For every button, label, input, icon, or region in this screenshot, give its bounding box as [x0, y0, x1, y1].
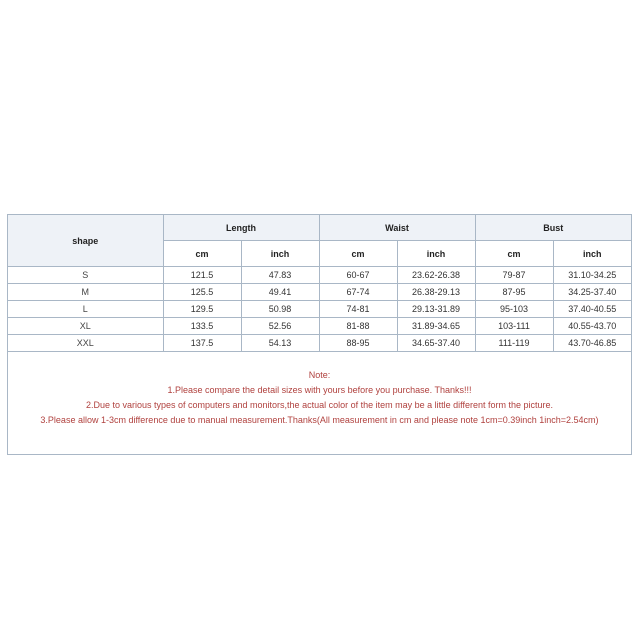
table-cell: 103-111: [475, 318, 553, 335]
table-cell: 34.65-37.40: [397, 335, 475, 352]
table-cell: 121.5: [163, 267, 241, 284]
size-label: L: [8, 301, 163, 318]
table-cell: 79-87: [475, 267, 553, 284]
waist-header: Waist: [319, 215, 475, 241]
table-cell: 31.89-34.65: [397, 318, 475, 335]
table-cell: 133.5: [163, 318, 241, 335]
table-cell: 31.10-34.25: [553, 267, 631, 284]
size-label: XXL: [8, 335, 163, 352]
table-cell: 129.5: [163, 301, 241, 318]
unit-header: cm: [319, 241, 397, 267]
table-row: [8, 267, 631, 284]
table-cell: 54.13: [241, 335, 319, 352]
table-cell: 40.55-43.70: [553, 318, 631, 335]
note-line: 3.Please allow 1-3cm difference due to manual measurement.Thanks(All measurement in cm and please note 1cm=0.39inch 1inch=2.54cm): [40, 415, 599, 425]
bust-header: Bust: [475, 215, 631, 241]
table-row: [8, 301, 631, 318]
table-cell: 26.38-29.13: [397, 284, 475, 301]
unit-header: inch: [397, 241, 475, 267]
table-cell: 23.62-26.38: [397, 267, 475, 284]
table-cell: 95-103: [475, 301, 553, 318]
table-cell: 50.98: [241, 301, 319, 318]
size-chart: [7, 214, 632, 455]
note-line: 1.Please compare the detail sizes with yours before you purchase. Thanks!!!: [167, 385, 472, 395]
unit-header: inch: [553, 241, 631, 267]
table-cell: 37.40-40.55: [553, 301, 631, 318]
size-label: M: [8, 284, 163, 301]
group-header-row: [8, 215, 631, 241]
table-cell: 49.41: [241, 284, 319, 301]
size-table: [8, 215, 631, 352]
table-cell: 60-67: [319, 267, 397, 284]
note-title: Note:: [308, 370, 331, 380]
table-cell: 52.56: [241, 318, 319, 335]
length-header: Length: [163, 215, 319, 241]
shape-header: shape: [8, 215, 163, 267]
table-cell: 88-95: [319, 335, 397, 352]
size-label: XL: [8, 318, 163, 335]
size-label: S: [8, 267, 163, 284]
table-cell: 125.5: [163, 284, 241, 301]
unit-header: cm: [163, 241, 241, 267]
table-cell: 111-119: [475, 335, 553, 352]
notes-section: [8, 352, 631, 428]
table-cell: 87-95: [475, 284, 553, 301]
table-cell: 67-74: [319, 284, 397, 301]
table-cell: 137.5: [163, 335, 241, 352]
table-cell: 74-81: [319, 301, 397, 318]
unit-header: cm: [475, 241, 553, 267]
table-row: [8, 318, 631, 335]
table-cell: 81-88: [319, 318, 397, 335]
unit-header: inch: [241, 241, 319, 267]
note-line: 2.Due to various types of computers and monitors,the actual color of the item may be a little different form the picture.: [85, 400, 554, 410]
table-cell: 43.70-46.85: [553, 335, 631, 352]
table-cell: 29.13-31.89: [397, 301, 475, 318]
table-row: [8, 335, 631, 352]
table-cell: 34.25-37.40: [553, 284, 631, 301]
table-cell: 47.83: [241, 267, 319, 284]
table-row: [8, 284, 631, 301]
